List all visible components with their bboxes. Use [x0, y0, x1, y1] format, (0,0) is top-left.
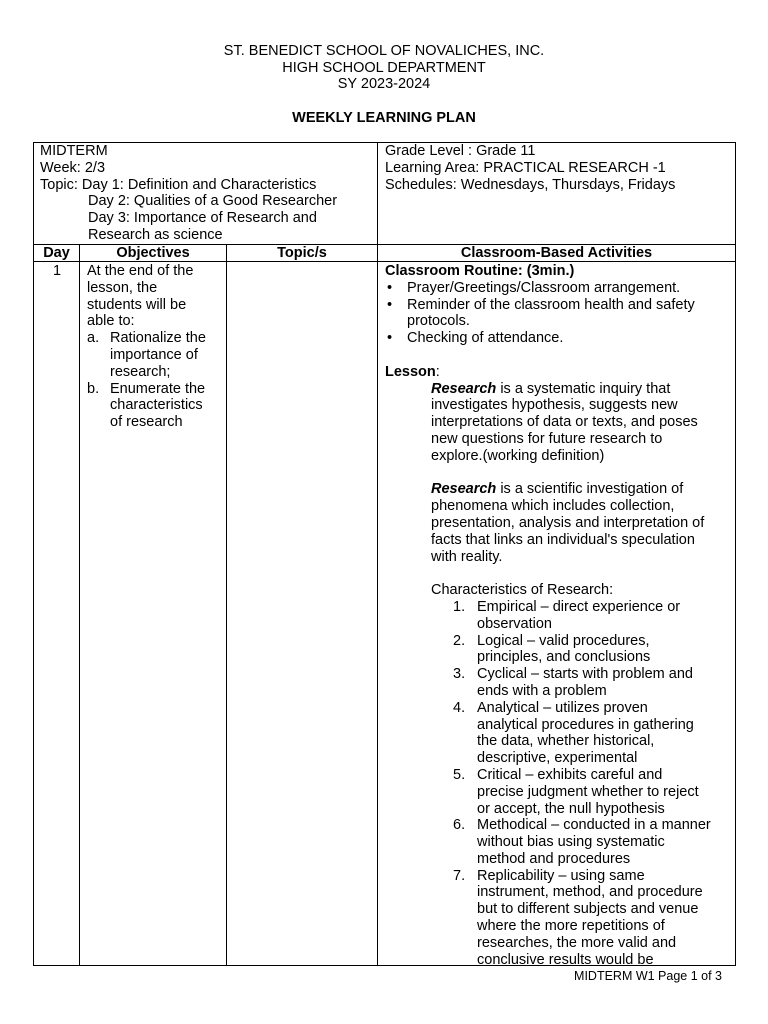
characteristic-line: or accept, the null hypothesis — [477, 800, 665, 817]
routine-heading: Classroom Routine: (3min.) — [385, 263, 575, 279]
definition-2-line: facts that links an individual's speculation — [431, 531, 695, 548]
school-header — [0, 43, 768, 93]
objective-a — [87, 330, 227, 380]
characteristic-line: principles, and conclusions — [477, 649, 651, 666]
objective-b-line: of research — [110, 414, 183, 431]
term-label: MIDTERM — [40, 143, 108, 159]
characteristic-line: Critical – exhibits careful and — [477, 766, 663, 783]
definition-1-text: is a systematic inquiry that — [496, 380, 671, 397]
characteristic-number: 7. — [453, 867, 466, 884]
characteristic-line: analytical procedures in gathering — [477, 716, 694, 733]
column-topics: Topic/s — [277, 245, 327, 261]
objective-a-line: research; — [110, 363, 171, 380]
characteristic-line: the data, whether historical, — [477, 733, 655, 750]
page-footer: MIDTERM W1 Page 1 of 3 — [574, 969, 722, 983]
divider-info — [377, 143, 378, 965]
characteristic-number: 3. — [453, 666, 466, 683]
bullet-icon: • — [387, 279, 393, 296]
routine-item-text: Prayer/Greetings/Classroom arrangement. — [407, 279, 681, 296]
plan-table — [33, 142, 736, 966]
school-year: SY 2023-2024 — [337, 76, 431, 92]
routine-item-text: protocols. — [407, 313, 470, 330]
definition-2-line — [431, 481, 731, 498]
objectives-intro-2: lesson, the — [87, 279, 158, 296]
lesson-colon: : — [435, 363, 440, 380]
characteristic-number: 5. — [453, 766, 466, 783]
bullet-icon: • — [387, 330, 393, 347]
column-objectives: Objectives — [116, 245, 190, 261]
objective-b — [87, 381, 227, 431]
department-name: HIGH SCHOOL DEPARTMENT — [282, 59, 486, 76]
topic-day1: Topic: Day 1: Definition and Characteristics — [40, 176, 317, 193]
learning-area: Learning Area: PRACTICAL RESEARCH -1 — [385, 159, 666, 176]
objective-b-line: characteristics — [110, 397, 203, 414]
characteristic-line: Analytical – utilizes proven — [477, 699, 648, 716]
definition-2-line: with reality. — [431, 548, 503, 565]
definition-1-line: explore.(working definition) — [431, 447, 605, 464]
characteristic-number: 4. — [453, 699, 466, 716]
characteristics-list — [431, 599, 731, 969]
topic-day3: Day 3: Importance of Research and — [88, 210, 317, 227]
definition-1-line: investigates hypothesis, suggests new — [431, 397, 678, 414]
characteristic-line: without bias using systematic — [477, 834, 665, 851]
info-left — [40, 143, 375, 244]
characteristic-line: researches, the more valid and — [477, 934, 677, 951]
objective-a-line: importance of — [110, 346, 198, 363]
objective-a-line: Rationalize the — [110, 330, 206, 347]
topic-day2: Day 2: Qualities of a Good Researcher — [88, 193, 338, 210]
plan-title: WEEKLY LEARNING PLAN — [292, 110, 476, 126]
objective-b-line: Enumerate the — [110, 380, 206, 397]
characteristic-line: observation — [477, 615, 552, 632]
definition-2-term: Research — [431, 481, 497, 498]
routine-item — [385, 280, 731, 297]
characteristic-item — [431, 767, 731, 817]
objectives-intro-4: able to: — [87, 313, 135, 330]
characteristics-heading: Characteristics of Research: — [431, 582, 614, 599]
bullet-icon: • — [387, 296, 393, 313]
characteristic-number: 6. — [453, 817, 466, 834]
day-number: 1 — [52, 263, 62, 279]
definition-2 — [431, 481, 731, 565]
characteristic-item — [431, 633, 731, 667]
routine-item — [385, 297, 731, 331]
definition-1-line: new questions for future research to — [431, 430, 663, 447]
divider-day — [79, 244, 80, 965]
column-day: Day — [43, 245, 70, 261]
routine-list — [385, 280, 731, 347]
characteristic-line: but to different subjects and venue — [477, 901, 699, 918]
objectives-intro-3: students will be — [87, 296, 187, 313]
objectives-intro-1: At the end of the — [87, 263, 194, 279]
characteristic-line: conclusive results would be — [477, 951, 654, 968]
characteristic-number: 2. — [453, 632, 466, 649]
schedules: Schedules: Wednesdays, Thursdays, Fridays — [385, 176, 676, 193]
characteristic-item — [431, 868, 731, 969]
activities-cell — [385, 263, 731, 968]
routine-item-text: Checking of attendance. — [407, 330, 564, 347]
characteristic-line: ends with a problem — [477, 682, 607, 699]
topic-day3-cont: Research as science — [88, 226, 223, 243]
characteristic-number: 1. — [453, 598, 466, 615]
lesson-label-text: Lesson — [385, 363, 436, 380]
characteristic-line: method and procedures — [477, 850, 631, 867]
routine-item — [385, 330, 731, 347]
characteristic-line: Cyclical – starts with problem and — [477, 666, 693, 683]
objectives-list — [87, 330, 227, 431]
column-activities: Classroom-Based Activities — [460, 245, 653, 261]
characteristic-line: where the more repetitions of — [477, 918, 665, 935]
definition-2-text: is a scientific investigation of — [496, 481, 684, 498]
grade-level: Grade Level : Grade 11 — [385, 143, 536, 159]
characteristic-line: Logical – valid procedures, — [477, 632, 650, 649]
characteristic-line: precise judgment whether to reject — [477, 783, 699, 800]
characteristic-item — [431, 666, 731, 700]
characteristic-line: instrument, method, and procedure — [477, 884, 703, 901]
info-right — [385, 143, 730, 193]
characteristic-line: Methodical – conducted in a manner — [477, 817, 711, 834]
objective-a-marker: a. — [87, 330, 100, 347]
definition-1-line — [431, 381, 731, 398]
objectives-cell — [87, 263, 227, 431]
characteristic-line: Replicability – using same — [477, 867, 645, 884]
definition-2-line: presentation, analysis and interpretation of — [431, 514, 705, 531]
characteristic-line: Empirical – direct experience or — [477, 598, 681, 615]
definition-2-line: phenomena which includes collection, — [431, 498, 675, 515]
characteristic-item — [431, 817, 731, 867]
lesson-label — [385, 364, 731, 381]
school-name: ST. BENEDICT SCHOOL OF NOVALICHES, INC. — [223, 43, 545, 59]
routine-item-text: Reminder of the classroom health and safety — [407, 296, 695, 313]
characteristic-item — [431, 700, 731, 767]
definition-1 — [431, 381, 731, 465]
definition-1-term: Research — [431, 380, 497, 397]
definition-1-line: interpretations of data or texts, and poses — [431, 414, 698, 431]
characteristic-item — [431, 599, 731, 633]
objective-b-marker: b. — [87, 380, 100, 397]
characteristic-line: descriptive, experimental — [477, 750, 638, 767]
week-label: Week: 2/3 — [40, 159, 106, 176]
